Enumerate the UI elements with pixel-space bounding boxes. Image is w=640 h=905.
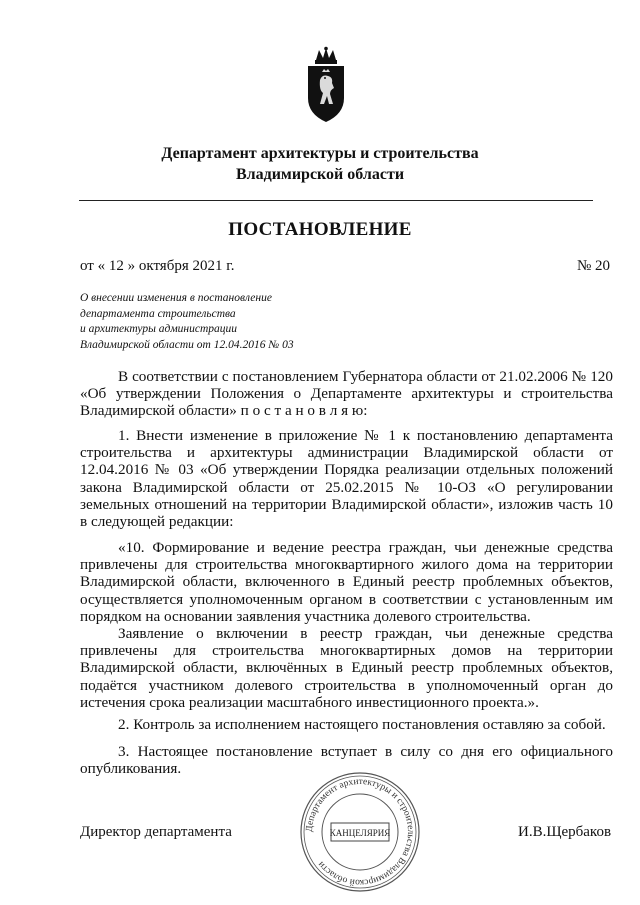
quoted-section [80,539,613,711]
seal-center-text: КАНЦЕЛЯРИЯ [329,828,391,838]
signatory-name: И.В.Щербаков [518,824,612,840]
header-divider [79,200,593,201]
item2-text: 2. Контроль за исполнением настоящего постановления оставляю за собой. [118,716,606,733]
quote-paragraph-2: Заявление о включении в реестр граждан, чьи денежные средства привлечены для строительства многоквартирных домов на территории Владимирской области, включённых в Единый реестр проблемных объектов, подаётся участником долевого строительства в уполномоченный орган до истечения срока реализации масштабного инвестиционного проекта.». [80,625,613,711]
subject-line: департамента строительства [80,307,236,320]
coat-of-arms-icon [300,46,352,130]
document-date: от « 12 » октября 2021 г. [80,258,235,274]
subject-line: Владимирской области от 12.04.2016 № 03 [80,338,294,351]
subject-line: О внесении изменения в постановление [80,292,272,304]
organization-name-line1: Департамент архитектуры и строительства [161,145,479,162]
seal-ring-text: Департамент архитектуры и строительства Владимирской области [304,776,416,888]
signatory-position: Директор департамента [80,824,232,840]
office-seal-stamp [298,770,422,894]
item2-paragraph [80,716,613,733]
document-subject [80,291,294,353]
quote-paragraph-1: «10. Формирование и ведение реестра граждан, чьи денежные средства привлечены для строительства многоквартирного жилого дома на территории Владимирской области, включенного в Единый реестр проблемных объектов, осуществляется уполномоченным органом в соответствии с установленным им порядком на основании заявления участника долевого строительства. [80,539,613,625]
subject-line: и архитектуры администрации [80,323,238,335]
item1-text: 1. Внести изменение в приложение № 1 к постановлению департамента строительства и архитектуры администрации Владимирской области от 12.04.2016 № 03 «Об утверждении Порядка реализации отдельных положений закона Владимирской области от 25.02.2015 № 10-ОЗ «О регулировании земельных отношений на территории Владимирской области», изложив часть 10 в следующей редакции: [80,427,613,531]
organization-name-line2: Владимирской области [235,166,405,183]
item1-paragraph [80,427,613,530]
item3-text: 3. Настоящее постановление вступает в силу со дня его официального опубликования. [80,743,613,778]
document-number: № 20 [576,258,610,274]
preamble-text: В соответствии с постановлением Губернатора области от 21.02.2006 № 120 «Об утверждении Положения о Департаменте архитектуры и строительства Владимирской области» п о с т а н о в л я ю: [80,368,613,420]
document-title: ПОСТАНОВЛЕНИЕ [228,219,412,240]
preamble-paragraph [80,368,613,420]
